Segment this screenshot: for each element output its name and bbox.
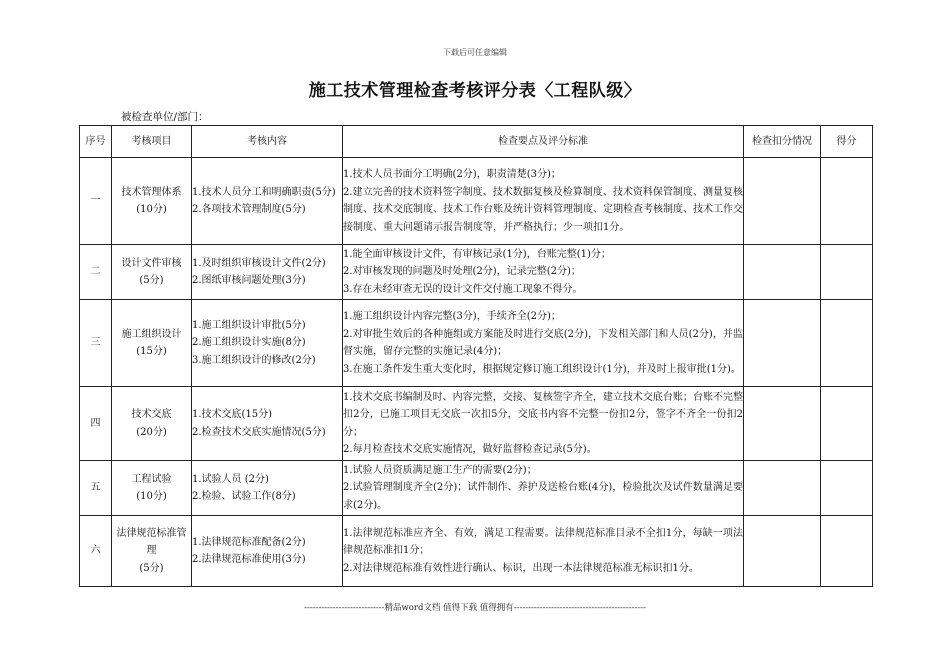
content-line: 1.法律规范标准配备(2分): [192, 536, 306, 548]
score-cell[interactable]: [821, 387, 873, 461]
inspected-unit-label: 被检查单位/部门：: [121, 111, 209, 123]
content-line: 2.施工组织设计实施(8分): [192, 337, 306, 349]
deduction-cell[interactable]: [744, 300, 821, 387]
row-seq: 三: [80, 300, 112, 387]
item-name: 技术交底: [131, 409, 172, 420]
content-line: 1.及时组织审核设计文件(2分): [192, 257, 326, 269]
item-points: (10分): [136, 204, 167, 215]
score-cell[interactable]: [821, 300, 873, 387]
row-criteria: [343, 461, 744, 516]
item-points: (5分): [139, 562, 164, 574]
deduction-cell[interactable]: [744, 461, 821, 516]
row-seq: 四: [80, 387, 112, 461]
criteria-line: 1.法律规范标准应齐全、有效，满足工程需要。法律规范标准目录不全扣1分，每缺一项法律规范标准扣1分；: [343, 527, 743, 557]
item-name: 设计文件审核: [121, 257, 182, 269]
row-item: [112, 245, 192, 300]
row-content: [192, 461, 343, 516]
col-header-score: 得分: [821, 126, 873, 158]
criteria-line: 2.试验管理制度齐全(2分)；试件制作、养护及送检台账(4分)，检验批次及试件数量满足要求(2分)。: [343, 482, 743, 511]
row-seq: 六: [80, 516, 112, 587]
col-header-seq: 序号: [80, 126, 112, 158]
content-line: 2.法律规范标准使用(3分): [192, 554, 306, 565]
criteria-line: 1.技术人员书面分工明确(2分)，职责清楚(3分)；: [343, 169, 561, 180]
content-line: 1.施工组织设计审批(5分): [192, 319, 306, 331]
criteria-line: 3.存在未经审查无误的设计文件交付施工现象不得分。: [343, 283, 583, 295]
criteria-line: 2.对审批生效后的各种施组或方案能及时进行交底(2分)，下发相关部门和人员(2分)，并监督实施，留存完整的实施记录(4分)；: [343, 328, 743, 357]
content-line: 2.各项技术管理制度(5分): [192, 204, 306, 215]
row-item: [112, 387, 192, 461]
row-content: [192, 300, 343, 387]
item-points: (15分): [136, 346, 167, 357]
item-name: 法律规范标准管理: [116, 527, 187, 557]
item-name: 技术管理体系: [121, 186, 182, 198]
criteria-line: 2.对法律规范标准有效性进行确认、标识，出现一本法律规范标准无标识扣1分。: [343, 562, 699, 574]
row-item: [112, 158, 192, 245]
score-cell[interactable]: [821, 158, 873, 245]
row-criteria: [343, 245, 744, 300]
deduction-cell[interactable]: [744, 516, 821, 587]
row-criteria: [343, 516, 744, 587]
content-line: 2.图纸审核问题处理(3分): [192, 275, 306, 286]
row-content: [192, 245, 343, 300]
item-name: 施工组织设计: [121, 328, 182, 340]
col-header-criteria: 检查要点及评分标准: [343, 126, 744, 158]
row-item: [112, 516, 192, 587]
criteria-line: 1.试验人员资质满足施工生产的需要(2分)；: [343, 464, 537, 476]
footer-divider: [79, 586, 872, 587]
item-points: (10分): [136, 491, 167, 502]
row-item: [112, 461, 192, 516]
score-cell[interactable]: [821, 461, 873, 516]
row-criteria: [343, 158, 744, 245]
table-row: [80, 387, 873, 461]
criteria-line: 1.能全面审核设计文件，有审核记录(1分)，台账完整(1)分；: [343, 248, 611, 260]
footer-note: ----------------------------精品word文档 值得下载 值得拥有----------------------------------------------: [304, 603, 646, 613]
score-cell[interactable]: [821, 245, 873, 300]
table-row: [80, 158, 873, 245]
content-line: 2.检查技术交底实施情况(5分): [192, 426, 326, 438]
item-name: 工程试验: [131, 473, 172, 485]
table-row: [80, 300, 873, 387]
content-line: 1.试验人员 (2分): [192, 473, 269, 485]
deduction-cell[interactable]: [744, 387, 821, 461]
row-content: [192, 387, 343, 461]
criteria-line: 2.对审核发现的问题及时处理(2分)，记录完整(2分)；: [343, 266, 581, 278]
table-row: [80, 461, 873, 516]
row-criteria: [343, 300, 744, 387]
table-row: [80, 245, 873, 300]
table-row: [80, 516, 873, 587]
content-line: 2.检验、试验工作(8分): [192, 491, 296, 502]
row-seq: 五: [80, 461, 112, 516]
page-title: 施工技术管理检查考核评分表〈工程队级〉: [308, 81, 642, 101]
row-content: [192, 158, 343, 245]
header-note: 下载后可任意编辑: [443, 48, 507, 57]
row-seq: 一: [80, 158, 112, 245]
deduction-cell[interactable]: [744, 245, 821, 300]
row-criteria: [343, 387, 744, 461]
criteria-line: 3.在施工条件发生重大变化时，根据规定修订施工组织设计(1分)，并及时上报审批(1分)。: [343, 363, 741, 375]
table-header-row: [80, 126, 873, 158]
row-seq: 二: [80, 245, 112, 300]
content-line: 1.技术交底(15分): [192, 409, 273, 420]
score-cell[interactable]: [821, 516, 873, 587]
row-content: [192, 516, 343, 587]
col-header-item: 考核项目: [112, 126, 192, 158]
criteria-line: 2.每月检查技术交底实施情况，做好监督检查记录(5分)。: [343, 444, 597, 455]
criteria-line: 1.技术交底书编制及时、内容完整，交接、复核签字齐全，建立技术交底台账；台账不完整扣2分，已施工项目无交底一次扣5分，交底书内容不完整一份扣2分，签字不齐全一份扣2分；: [343, 391, 743, 438]
criteria-line: 1.施工组织设计内容完整(3分)，手续齐全(2分)；: [343, 311, 561, 322]
item-points: (5分): [139, 275, 164, 286]
criteria-line: 2.建立完善的技术资料签字制度、技术数据复核及检算制度、技术资料保管制度、测量复核制度、技术交底制度、技术工作台账及统计资料管理制度、定期检查考核制度、技术工作交接制度、重大问题请示报告制度等，并严格执行；少一项扣1分。: [343, 186, 743, 233]
content-line: 3.施工组织设计的修改(2分): [192, 354, 316, 366]
scoring-table: [79, 125, 873, 587]
deduction-cell[interactable]: [744, 158, 821, 245]
row-item: [112, 300, 192, 387]
content-line: 1.技术人员分工和明确职责(5分): [192, 186, 336, 198]
col-header-deduction: 检查扣分情况: [744, 126, 821, 158]
item-points: (20分): [136, 426, 167, 438]
col-header-content: 考核内容: [192, 126, 343, 158]
